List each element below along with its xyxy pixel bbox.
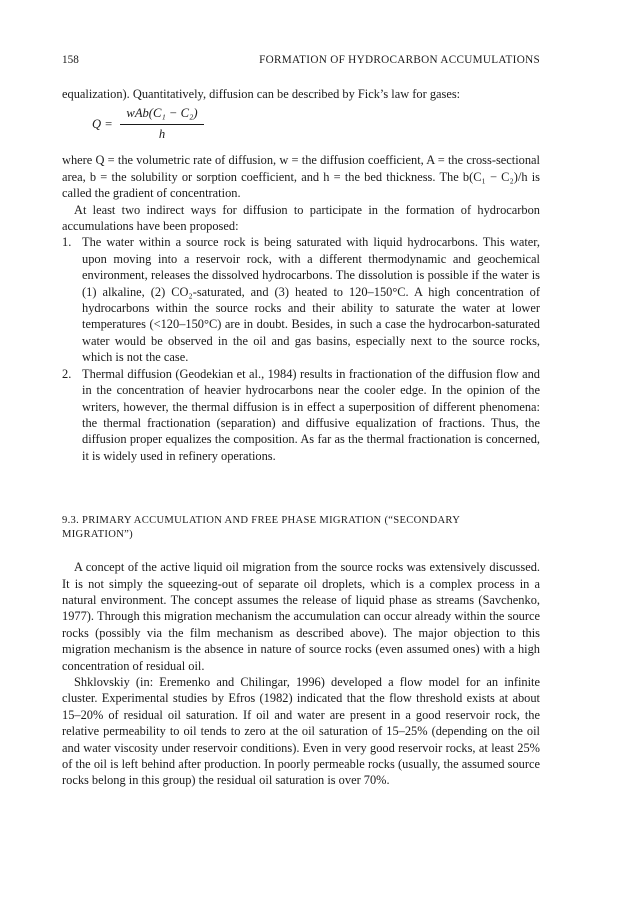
- list-item: [62, 366, 540, 464]
- book-page: [62, 54, 540, 789]
- section-paragraph: Shklovskiy (in: Eremenko and Chilingar, 1996) developed a flow model for an infinite cluster. Experimental studies by Efros (1982) indicated that the flow threshold exists at about 15–20% of residual oil saturation. If oil and water are present in a good reservoir rock, the relative permeability to oil tends to zero at the oil saturation of 15–25% (depending on the oil and water viscosity under reservoir conditions). Even in very good reservoir rocks, at least 25% of the oil is left behind after production. In poorly permeable rocks (usually, the assumed source rocks belong in this group) the residual oil saturation is over 70%.: [62, 674, 540, 788]
- formula-fraction: [120, 104, 204, 142]
- ways-paragraph: At least two indirect ways for diffusion to participate in the formation of hydrocarbon accumulations have been proposed:: [62, 202, 540, 234]
- formula-numerator: wAb(C₁ − C₂): [120, 104, 204, 125]
- list-item: [62, 234, 540, 365]
- section-heading: 9.3. PRIMARY ACCUMULATION AND FREE PHASE MIGRATION (“SECONDARY MIGRATION”): [62, 515, 460, 541]
- ficks-law-formula: [62, 104, 540, 146]
- list-item-text: The water within a source rock is being saturated with liquid hydrocarbons. This water, upon moving into a reservoir rock, with a different thermodynamic and geochemical environment, releases the dissolved hydrocarbons. The dissolution is possible if the water is (1) alkaline, (2) CO₂-saturated, and (3) heated to 120–150°C. A high concentration of hydrocarbons within the source rocks and their ability to saturate the water at lower temperatures (<120–150°C) are in doubt. Besides, in such a case the hydrocarbon-saturated water would be observed in the oil and gas basins, especially next to the source rocks, which is not the case.: [82, 235, 540, 365]
- list-marker: 1.: [62, 235, 72, 250]
- list-marker: 2.: [62, 366, 72, 381]
- definitions-paragraph: where Q = the volumetric rate of diffusion, w = the diffusion coefficient, A = the cross-sectional area, b = the solubility or sorption coefficient, and h = the bed thickness. The b(C₁ − C₂)/h is called the gradient of concentration.: [62, 153, 540, 201]
- page-number: 158: [62, 54, 79, 66]
- formula-denominator: h: [158, 127, 166, 142]
- running-head: [62, 54, 540, 70]
- formula-lhs: Q =: [92, 117, 113, 132]
- diffusion-ways-list: [62, 234, 540, 464]
- running-title: FORMATION OF HYDROCARBON ACCUMULATIONS: [259, 54, 540, 66]
- section-paragraph: A concept of the active liquid oil migration from the source rocks was extensively discussed. It is not simply the squeezing-out of separate oil droplets, which is a complex process in a natural environment. The concept assumes the release of liquid phase as streams (Savchenko, 1977). Through this migration mechanism the accumulation can occur already within the source rocks (possibly via the film mechanism as described above). The major objection to this migration mechanism is the absence in nature of source rocks (even assumed ones) with a high concentration of residual oil.: [62, 560, 540, 673]
- list-item-text: Thermal diffusion (Geodekian et al., 1984) results in fractionation of the diffusion flow and in the concentration of heavier hydrocarbons near the cooler edge. In the opinion of the writers, however, the thermal diffusion is in effect a superposition of different phenomena: the thermal fractionation (separation) and diffusive equalization of fractions. Thus, the diffusion proper equalizes the composition. As far as the thermal fractionation is concerned, it is widely used in refinery operations.: [82, 366, 540, 463]
- intro-line: equalization). Quantitatively, diffusion can be described by Fick’s law for gases:: [62, 87, 461, 101]
